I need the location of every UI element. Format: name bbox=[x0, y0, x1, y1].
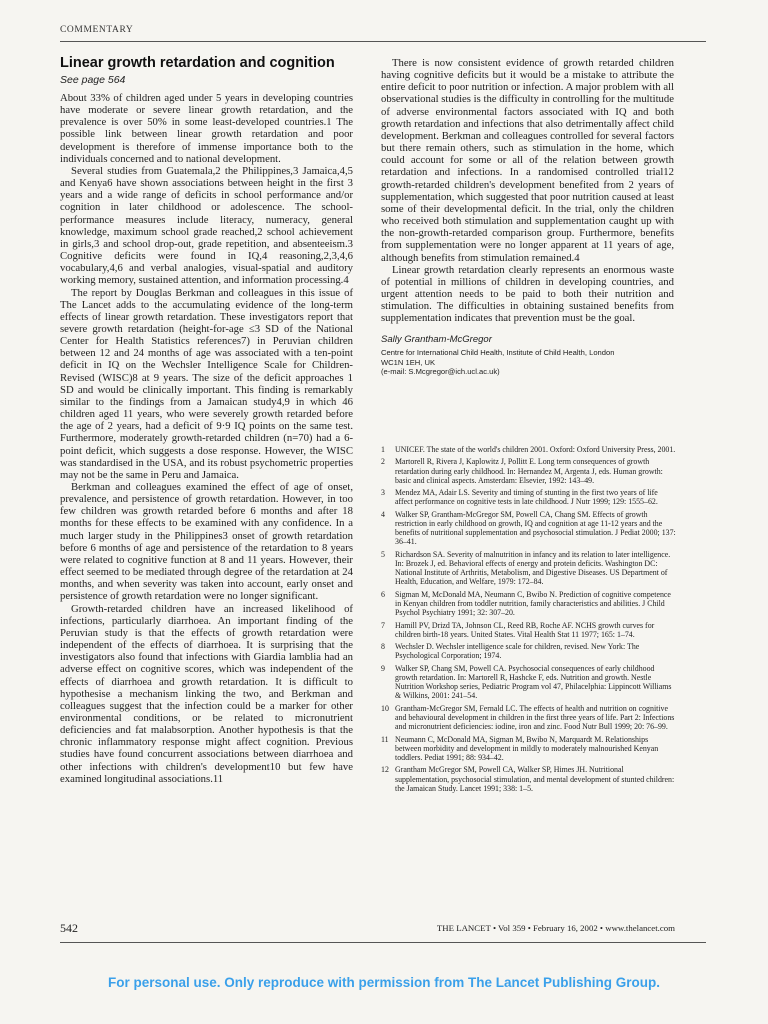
reference-item bbox=[381, 550, 676, 587]
reference-item bbox=[381, 488, 676, 506]
article-title: Linear growth retardation and cognition bbox=[60, 55, 335, 71]
bottom-rule bbox=[60, 942, 706, 943]
reference-number: 8 bbox=[381, 642, 385, 652]
reference-number: 2 bbox=[381, 457, 385, 467]
reference-item bbox=[381, 457, 676, 485]
paragraph: Several studies from Guatemala,2 the Philippines,3 Jamaica,4,5 and Kenya6 have shown associations between height in the first 3 years and a wide range of deficits in school performance and/or cognition in later childhood or adolescence. The school-performance measures include literacy, numeracy, general knowledge, maximum school grade reached,2 school achievement in girls,3 and school drop-out, grade repetition, and absenteeism.3 Cognitive deficits were found in IQ,4 reasoning,2,3,4,6 vocabulary,4,6 and verbal analogies, visual-spatial and auditory working memory, sustained attention, and information processing.4 bbox=[60, 164, 353, 287]
reference-item bbox=[381, 765, 676, 793]
see-page-link[interactable]: See page 564 bbox=[60, 74, 126, 86]
page-number: 542 bbox=[60, 921, 78, 935]
section-label: COMMENTARY bbox=[60, 25, 134, 35]
reference-number: 4 bbox=[381, 509, 385, 519]
reference-text: Sigman M, McDonald MA, Neumann C, Bwibo N. Prediction of cognitive competence in Kenyan children from toddler nutrition, family characteristics and abilities. J Child Psychol Psychiatry 1991; 32: 307–20. bbox=[395, 589, 671, 618]
right-column bbox=[381, 57, 674, 377]
reference-number: 3 bbox=[381, 488, 385, 498]
reference-text: Grantham McGregor SM, Powell CA, Walker SP, Himes JH. Nutritional supplementation, psychosocial stimulation, and mental development of stunted children: the Jamaican Study. Lancet 1991; 338: 1–5. bbox=[395, 765, 675, 793]
reference-item bbox=[381, 704, 676, 732]
reference-item bbox=[381, 664, 676, 701]
reference-item bbox=[381, 445, 676, 454]
reference-number: 10 bbox=[381, 703, 389, 713]
reference-text: Neumann C, McDonald MA, Sigman M, Bwibo N, Marquardt M. Relationships between morbidity and development in mildly to moderately malnourished Kenyan toddlers. Pediat 1991; 88: 934–42. bbox=[395, 734, 659, 762]
reference-number: 11 bbox=[381, 734, 389, 744]
paragraph: Growth-retarded children have an increased likelihood of infections, particularly diarrhoea. An important finding of the Peruvian study is that the effects of growth retardation were independent of the effects of diarrhoea. It is surprising that the investigators also found that infections with Giardia lamblia had an adverse effect on cognitive scores, which was independent of the effects of diarrhoea and growth retardation. It is difficult to hypothesise a mechanism linking the two, and Berkman and colleagues suggest that the infection could be a marker for other environmental conditions, or be related to micronutrient deficiencies and fat malabsorption. Another hypothesis is that the chronic inflammatory response might affect cognition. Previous studies have found concurrent associations between diarrhoea and other infections with children's development10 but few have examined longitudinal associations.11 bbox=[60, 602, 353, 785]
reference-item bbox=[381, 510, 676, 547]
reference-item bbox=[381, 621, 676, 639]
paragraph: The report by Douglas Berkman and colleagues in this issue of The Lancet adds to the accumulating evidence of the long-term effects of linear growth retardation. These investigators report that severe growth retardation (height-for-age ≤3 SD of the National Center for Health Statistics references7) in Peruvian children between 12 and 24 months of age was associated with a ten-point deficit in IQ on the Wechsler Intelligence Scale for Children-Revised (WISC)8 at 9 years. The size of the deficit approaches 1 SD and would be clinically important. This finding is remarkably similar to the findings from a Jamaican study4,9 in which 46 children aged 11 years, who were severely growth retarded before the age of 2 years, had a deficit of 9·9 IQ points on the same test. Furthermore, moderately growth-retarded children (n=70) had a 6-point deficit, which suggests a dose response. However, the WISC was standardised in the USA, and its robust psychometric properties may not be the same in Peru and Jamaica. bbox=[60, 286, 353, 481]
reference-number: 7 bbox=[381, 620, 385, 630]
reference-text: Walker SP, Grantham-McGregor SM, Powell CA, Chang SM. Effects of growth restriction in early childhood on growth, IQ and cognition at age 11-12 years and the benefits of nutritional supplementation and psychosocial stimulation. J Pediat 2000; 137: 36–41. bbox=[395, 509, 676, 547]
reference-text: Grantham-McGregor SM, Fernald LC. The effects of health and nutrition on cognitive and behavioural development in children in the first three years of life. Part 2: Infections and micronutrient deficiencies: iodine, iron and zinc. Food Nutr Bull 1999; 20: 76–99. bbox=[395, 703, 675, 732]
reference-item bbox=[381, 590, 676, 618]
affiliation-line: WC1N 1EH, UK bbox=[381, 357, 436, 367]
author-name: Sally Grantham-McGregor bbox=[381, 334, 492, 346]
reference-list bbox=[381, 445, 676, 796]
journal-info: THE LANCET • Vol 359 • February 16, 2002 • www.thelancet.com bbox=[436, 923, 675, 933]
reference-number: 9 bbox=[381, 663, 385, 673]
reference-number: 5 bbox=[381, 549, 385, 559]
reference-item bbox=[381, 735, 676, 763]
paragraph: About 33% of children aged under 5 years in developing countries have moderate or severe linear growth retardation, and the prevalence is over 50% in some least-developed countries.1 The possible link between linear growth retardation and poor development is therefore of immense importance both to the individuals concerned and to national development. bbox=[60, 92, 353, 165]
left-column bbox=[60, 55, 353, 785]
reference-text: Richardson SA. Severity of malnutrition in infancy and its relation to later intelligence. In: Brozek J, ed. Behavioral effects of energy and protein deficits. Washington DC: National Institute of Arthritis, Metabolism, and Digestive Diseases. US Department of Health, Education, and Welfare, 1979: 172–84. bbox=[395, 549, 671, 587]
author-affiliation bbox=[381, 348, 661, 377]
paragraph: There is now consistent evidence of growth retarded children having cognitive deficits but it would be a mistake to attribute the entire deficit to poor nutrition or infection. A major problem with all observational studies is the difficulty in controlling for the multitude of adverse environmental factors associated with IQ and both growth retardation and infections that also detrimentally affect child development. Berkman and colleagues controlled for several factors but there remain others, such as stimulation in the home, which could account for some or all of the relation between growth retardation and infections. In a randomised controlled trial12 growth-retarded children's development benefited from 2 years of supplementation, which suggested that poor nutrition caused at least some of their developmental deficit. In the trial, only the children who received both stimulation and supplementation caught up with the non-growth-retarded comparison group. Furthermore, benefits from supplementation were no longer apparent at 11 years of age, although benefits from stimulation remained.4 bbox=[381, 57, 674, 264]
reference-item bbox=[381, 642, 676, 660]
reference-text: Martorell R, Rivera J, Kaplowitz J, Pollitt E. Long term consequences of growth retardation during early childhood. In: Hernandez M, Argenta J, eds. Human growth: basic and clinical aspects. Amsterdam: Elsevier, 1992: 143–49. bbox=[395, 457, 663, 485]
reference-text: Wechsler D. Wechsler intelligence scale for children, revised. New York: The Psychological Corporation; 1974. bbox=[395, 642, 640, 661]
paragraph: Berkman and colleagues examined the effect of age of onset, prevalence, and persistence of growth retardation. However, in too few children was growth retarded before 6 months and after 18 months for these effects to be examined with any confidence. In a much larger study in the Philippines3 onset of growth retardation before 6 months of age and persistence of the retardation to 8 years were related to cognitive function at 8 and 11 years. However, their effect seemed to be mediated through degree of the retardation at 24 months, and when severity was taken into account, early onset and persistence of growth retardation were no longer significant. bbox=[60, 481, 353, 603]
paragraph: Linear growth retardation clearly represents an enormous waste of potential in millions of children in developing countries, and urgent attention needs to be paid to both their nutrition and stimulation. The difficulties in obtaining sustained benefits from supplementation indicates that prevention must be the goal. bbox=[381, 263, 674, 325]
reference-text: Mendez MA, Adair LS. Severity and timing of stunting in the first two years of life affect performance on cognitive tests in late childhood. J Nutr 1999; 129: 1555–62. bbox=[395, 488, 658, 507]
reference-text: UNICEF. The state of the world's children 2001. Oxford: Oxford University Press, 2001. bbox=[395, 445, 676, 454]
top-rule bbox=[60, 41, 706, 42]
author-email[interactable]: (e-mail: S.Mcgregor@ich.ucl.ac.uk) bbox=[381, 367, 500, 377]
reference-text: Hamill PV, Drizd TA, Johnson CL, Reed RB, Roche AF. NCHS growth curves for children birth-18 years. United States. Vital Health Stat 11 1977; 165: 1–74. bbox=[395, 620, 655, 639]
affiliation-line: Centre for International Child Health, Institute of Child Health, London bbox=[381, 348, 615, 358]
reference-number: 6 bbox=[381, 589, 385, 599]
reference-text: Walker SP, Chang SM, Powell CA. Psychosocial consequences of early childhood growth retardation. In: Martorell R, Hashcke F, eds. Nutrition and growth. Nestle Nutrition Workshop series, Pediatric Program vol 47, Philacelphia: Lippincott Williams & Wilkins, 2001: 241–54. bbox=[395, 663, 672, 701]
reference-number: 12 bbox=[381, 765, 389, 775]
reference-number: 1 bbox=[381, 445, 385, 454]
permission-notice: For personal use. Only reproduce with permission from The Lancet Publishing Group. bbox=[107, 975, 661, 990]
